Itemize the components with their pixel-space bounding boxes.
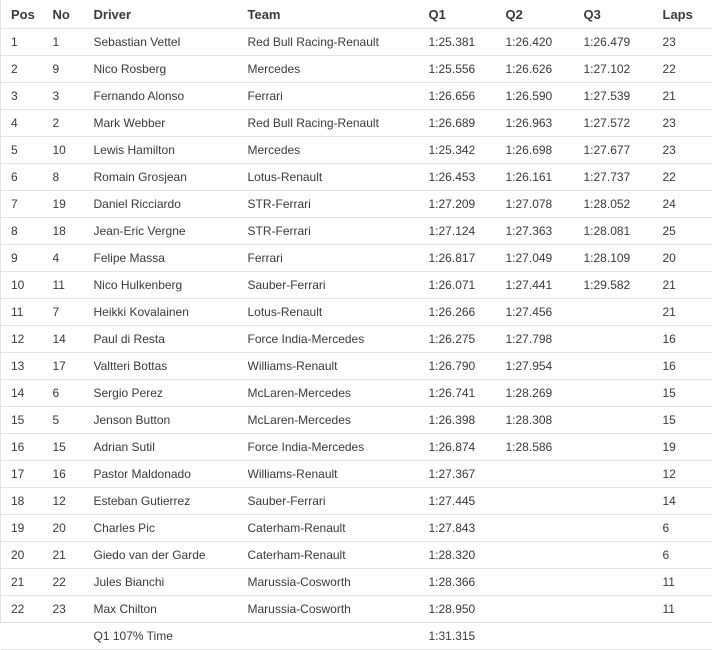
cell-no: 3 bbox=[53, 83, 94, 110]
footer-q2-cell bbox=[506, 623, 584, 650]
cell-q2: 1:26.698 bbox=[506, 137, 584, 164]
header-q2: Q2 bbox=[506, 0, 584, 29]
cell-q2 bbox=[506, 596, 584, 623]
cell-q1: 1:27.445 bbox=[429, 488, 506, 515]
table-row bbox=[1, 110, 712, 137]
cell-laps: 23 bbox=[663, 110, 712, 137]
cell-team: Lotus-Renault bbox=[248, 164, 429, 191]
cell-driver: Daniel Ricciardo bbox=[94, 191, 248, 218]
cell-pos: 10 bbox=[1, 272, 53, 299]
cell-q1: 1:26.275 bbox=[429, 326, 506, 353]
cell-pos: 18 bbox=[1, 488, 53, 515]
header-pos: Pos bbox=[1, 0, 53, 29]
cell-driver: Paul di Resta bbox=[94, 326, 248, 353]
cell-no: 23 bbox=[53, 596, 94, 623]
cell-laps: 23 bbox=[663, 137, 712, 164]
table-row bbox=[1, 515, 712, 542]
cell-no: 14 bbox=[53, 326, 94, 353]
table-row bbox=[1, 407, 712, 434]
cell-pos: 3 bbox=[1, 83, 53, 110]
cell-pos: 22 bbox=[1, 596, 53, 623]
cell-no: 22 bbox=[53, 569, 94, 596]
footer-label: Q1 107% Time bbox=[94, 623, 248, 650]
table-row bbox=[1, 272, 712, 299]
cell-no: 12 bbox=[53, 488, 94, 515]
table-row bbox=[1, 164, 712, 191]
cell-pos: 11 bbox=[1, 299, 53, 326]
cell-driver: Max Chilton bbox=[94, 596, 248, 623]
footer-laps-cell bbox=[663, 623, 712, 650]
cell-q2: 1:27.456 bbox=[506, 299, 584, 326]
cell-q2: 1:26.963 bbox=[506, 110, 584, 137]
cell-pos: 1 bbox=[1, 29, 53, 56]
footer-pos-cell bbox=[1, 623, 53, 650]
table-row bbox=[1, 380, 712, 407]
cell-laps: 23 bbox=[663, 29, 712, 56]
cell-pos: 13 bbox=[1, 353, 53, 380]
cell-q3: 1:28.109 bbox=[584, 245, 663, 272]
cell-team: Red Bull Racing-Renault bbox=[248, 110, 429, 137]
cell-q2: 1:28.586 bbox=[506, 434, 584, 461]
table-row bbox=[1, 218, 712, 245]
cell-q1: 1:28.950 bbox=[429, 596, 506, 623]
cell-driver: Esteban Gutierrez bbox=[94, 488, 248, 515]
cell-q3: 1:29.582 bbox=[584, 272, 663, 299]
cell-no: 20 bbox=[53, 515, 94, 542]
cell-no: 9 bbox=[53, 56, 94, 83]
cell-driver: Jean-Eric Vergne bbox=[94, 218, 248, 245]
cell-pos: 5 bbox=[1, 137, 53, 164]
cell-pos: 9 bbox=[1, 245, 53, 272]
cell-q2: 1:28.308 bbox=[506, 407, 584, 434]
cell-driver: Nico Hulkenberg bbox=[94, 272, 248, 299]
cell-laps: 22 bbox=[663, 56, 712, 83]
cell-laps: 16 bbox=[663, 326, 712, 353]
header-q3: Q3 bbox=[584, 0, 663, 29]
cell-no: 1 bbox=[53, 29, 94, 56]
cell-laps: 16 bbox=[663, 353, 712, 380]
cell-team: McLaren-Mercedes bbox=[248, 407, 429, 434]
cell-q1: 1:26.398 bbox=[429, 407, 506, 434]
cell-q1: 1:25.556 bbox=[429, 56, 506, 83]
cell-q1: 1:25.381 bbox=[429, 29, 506, 56]
cell-q3 bbox=[584, 596, 663, 623]
cell-pos: 15 bbox=[1, 407, 53, 434]
cell-pos: 16 bbox=[1, 434, 53, 461]
cell-team: Lotus-Renault bbox=[248, 299, 429, 326]
cell-laps: 15 bbox=[663, 407, 712, 434]
footer-q3-cell bbox=[584, 623, 663, 650]
cell-q1: 1:25.342 bbox=[429, 137, 506, 164]
cell-driver: Adrian Sutil bbox=[94, 434, 248, 461]
cell-laps: 6 bbox=[663, 515, 712, 542]
header-row bbox=[1, 0, 712, 29]
cell-laps: 19 bbox=[663, 434, 712, 461]
cell-driver: Fernando Alonso bbox=[94, 83, 248, 110]
footer-no-cell bbox=[53, 623, 94, 650]
cell-q3 bbox=[584, 461, 663, 488]
cell-laps: 11 bbox=[663, 569, 712, 596]
cell-q3 bbox=[584, 353, 663, 380]
table-row bbox=[1, 137, 712, 164]
cell-no: 21 bbox=[53, 542, 94, 569]
cell-team: Ferrari bbox=[248, 245, 429, 272]
cell-pos: 12 bbox=[1, 326, 53, 353]
header-driver: Driver bbox=[94, 0, 248, 29]
cell-pos: 20 bbox=[1, 542, 53, 569]
table-row bbox=[1, 245, 712, 272]
cell-team: Marussia-Cosworth bbox=[248, 569, 429, 596]
table-row bbox=[1, 299, 712, 326]
cell-pos: 6 bbox=[1, 164, 53, 191]
cell-q2: 1:27.441 bbox=[506, 272, 584, 299]
header-q1: Q1 bbox=[429, 0, 506, 29]
footer-row bbox=[1, 623, 712, 650]
header-team: Team bbox=[248, 0, 429, 29]
cell-q3 bbox=[584, 299, 663, 326]
cell-pos: 4 bbox=[1, 110, 53, 137]
cell-driver: Sebastian Vettel bbox=[94, 29, 248, 56]
cell-q2 bbox=[506, 569, 584, 596]
header-laps: Laps bbox=[663, 0, 712, 29]
cell-q2: 1:27.798 bbox=[506, 326, 584, 353]
footer-team-cell bbox=[248, 623, 429, 650]
cell-q1: 1:26.817 bbox=[429, 245, 506, 272]
cell-q3 bbox=[584, 488, 663, 515]
cell-driver: Mark Webber bbox=[94, 110, 248, 137]
cell-driver: Nico Rosberg bbox=[94, 56, 248, 83]
cell-team: STR-Ferrari bbox=[248, 218, 429, 245]
cell-driver: Felipe Massa bbox=[94, 245, 248, 272]
cell-q2: 1:28.269 bbox=[506, 380, 584, 407]
cell-no: 18 bbox=[53, 218, 94, 245]
cell-team: Mercedes bbox=[248, 56, 429, 83]
cell-driver: Jules Bianchi bbox=[94, 569, 248, 596]
cell-q3 bbox=[584, 380, 663, 407]
cell-q1: 1:26.790 bbox=[429, 353, 506, 380]
cell-q3: 1:27.102 bbox=[584, 56, 663, 83]
cell-pos: 17 bbox=[1, 461, 53, 488]
cell-laps: 20 bbox=[663, 245, 712, 272]
cell-team: Sauber-Ferrari bbox=[248, 488, 429, 515]
cell-no: 10 bbox=[53, 137, 94, 164]
cell-driver: Romain Grosjean bbox=[94, 164, 248, 191]
cell-q2 bbox=[506, 515, 584, 542]
cell-driver: Pastor Maldonado bbox=[94, 461, 248, 488]
table-row bbox=[1, 326, 712, 353]
cell-q1: 1:26.656 bbox=[429, 83, 506, 110]
cell-team: Caterham-Renault bbox=[248, 515, 429, 542]
cell-q1: 1:26.453 bbox=[429, 164, 506, 191]
cell-q2: 1:27.078 bbox=[506, 191, 584, 218]
cell-no: 7 bbox=[53, 299, 94, 326]
cell-q2: 1:27.363 bbox=[506, 218, 584, 245]
table-row bbox=[1, 488, 712, 515]
cell-driver: Giedo van der Garde bbox=[94, 542, 248, 569]
cell-laps: 22 bbox=[663, 164, 712, 191]
table-row bbox=[1, 434, 712, 461]
cell-q1: 1:26.071 bbox=[429, 272, 506, 299]
table-row bbox=[1, 56, 712, 83]
cell-team: Williams-Renault bbox=[248, 461, 429, 488]
cell-laps: 21 bbox=[663, 83, 712, 110]
cell-team: Force India-Mercedes bbox=[248, 434, 429, 461]
table-row bbox=[1, 461, 712, 488]
cell-q3: 1:28.052 bbox=[584, 191, 663, 218]
cell-team: Red Bull Racing-Renault bbox=[248, 29, 429, 56]
cell-no: 16 bbox=[53, 461, 94, 488]
cell-q3 bbox=[584, 326, 663, 353]
cell-driver: Charles Pic bbox=[94, 515, 248, 542]
cell-q1: 1:26.741 bbox=[429, 380, 506, 407]
cell-laps: 6 bbox=[663, 542, 712, 569]
cell-laps: 11 bbox=[663, 596, 712, 623]
cell-team: STR-Ferrari bbox=[248, 191, 429, 218]
cell-no: 11 bbox=[53, 272, 94, 299]
table-row bbox=[1, 83, 712, 110]
cell-driver: Valtteri Bottas bbox=[94, 353, 248, 380]
cell-q2 bbox=[506, 542, 584, 569]
cell-q3: 1:27.737 bbox=[584, 164, 663, 191]
footer-q1-time: 1:31.315 bbox=[429, 623, 506, 650]
cell-no: 19 bbox=[53, 191, 94, 218]
cell-team: Caterham-Renault bbox=[248, 542, 429, 569]
cell-q3: 1:26.479 bbox=[584, 29, 663, 56]
cell-driver: Sergio Perez bbox=[94, 380, 248, 407]
cell-laps: 21 bbox=[663, 272, 712, 299]
cell-no: 17 bbox=[53, 353, 94, 380]
cell-no: 4 bbox=[53, 245, 94, 272]
cell-q2 bbox=[506, 488, 584, 515]
cell-q1: 1:27.367 bbox=[429, 461, 506, 488]
cell-q1: 1:26.689 bbox=[429, 110, 506, 137]
header-no: No bbox=[53, 0, 94, 29]
cell-q2 bbox=[506, 461, 584, 488]
cell-no: 8 bbox=[53, 164, 94, 191]
cell-driver: Jenson Button bbox=[94, 407, 248, 434]
cell-q2: 1:26.420 bbox=[506, 29, 584, 56]
cell-q1: 1:28.366 bbox=[429, 569, 506, 596]
cell-q3: 1:27.539 bbox=[584, 83, 663, 110]
cell-pos: 19 bbox=[1, 515, 53, 542]
cell-q2: 1:26.626 bbox=[506, 56, 584, 83]
cell-team: McLaren-Mercedes bbox=[248, 380, 429, 407]
table-row bbox=[1, 353, 712, 380]
cell-pos: 7 bbox=[1, 191, 53, 218]
table-row bbox=[1, 191, 712, 218]
cell-q1: 1:26.266 bbox=[429, 299, 506, 326]
cell-team: Marussia-Cosworth bbox=[248, 596, 429, 623]
cell-no: 15 bbox=[53, 434, 94, 461]
cell-q3: 1:27.572 bbox=[584, 110, 663, 137]
cell-team: Force India-Mercedes bbox=[248, 326, 429, 353]
cell-q3 bbox=[584, 542, 663, 569]
cell-team: Ferrari bbox=[248, 83, 429, 110]
cell-laps: 12 bbox=[663, 461, 712, 488]
cell-pos: 14 bbox=[1, 380, 53, 407]
cell-laps: 25 bbox=[663, 218, 712, 245]
cell-q3 bbox=[584, 434, 663, 461]
cell-laps: 24 bbox=[663, 191, 712, 218]
cell-q1: 1:26.874 bbox=[429, 434, 506, 461]
cell-q3: 1:28.081 bbox=[584, 218, 663, 245]
cell-team: Sauber-Ferrari bbox=[248, 272, 429, 299]
table-row bbox=[1, 596, 712, 623]
cell-pos: 2 bbox=[1, 56, 53, 83]
cell-pos: 21 bbox=[1, 569, 53, 596]
cell-team: Williams-Renault bbox=[248, 353, 429, 380]
cell-q2: 1:27.049 bbox=[506, 245, 584, 272]
cell-q3 bbox=[584, 515, 663, 542]
cell-team: Mercedes bbox=[248, 137, 429, 164]
table-row bbox=[1, 29, 712, 56]
cell-q2: 1:26.161 bbox=[506, 164, 584, 191]
cell-no: 5 bbox=[53, 407, 94, 434]
cell-q2: 1:27.954 bbox=[506, 353, 584, 380]
cell-q3: 1:27.677 bbox=[584, 137, 663, 164]
cell-no: 6 bbox=[53, 380, 94, 407]
cell-q1: 1:27.209 bbox=[429, 191, 506, 218]
cell-q1: 1:28.320 bbox=[429, 542, 506, 569]
cell-driver: Heikki Kovalainen bbox=[94, 299, 248, 326]
cell-q2: 1:26.590 bbox=[506, 83, 584, 110]
cell-driver: Lewis Hamilton bbox=[94, 137, 248, 164]
table-row bbox=[1, 569, 712, 596]
cell-no: 2 bbox=[53, 110, 94, 137]
table-row bbox=[1, 542, 712, 569]
cell-pos: 8 bbox=[1, 218, 53, 245]
cell-laps: 14 bbox=[663, 488, 712, 515]
cell-laps: 15 bbox=[663, 380, 712, 407]
cell-q3 bbox=[584, 407, 663, 434]
cell-q1: 1:27.843 bbox=[429, 515, 506, 542]
cell-laps: 21 bbox=[663, 299, 712, 326]
cell-q1: 1:27.124 bbox=[429, 218, 506, 245]
cell-q3 bbox=[584, 569, 663, 596]
